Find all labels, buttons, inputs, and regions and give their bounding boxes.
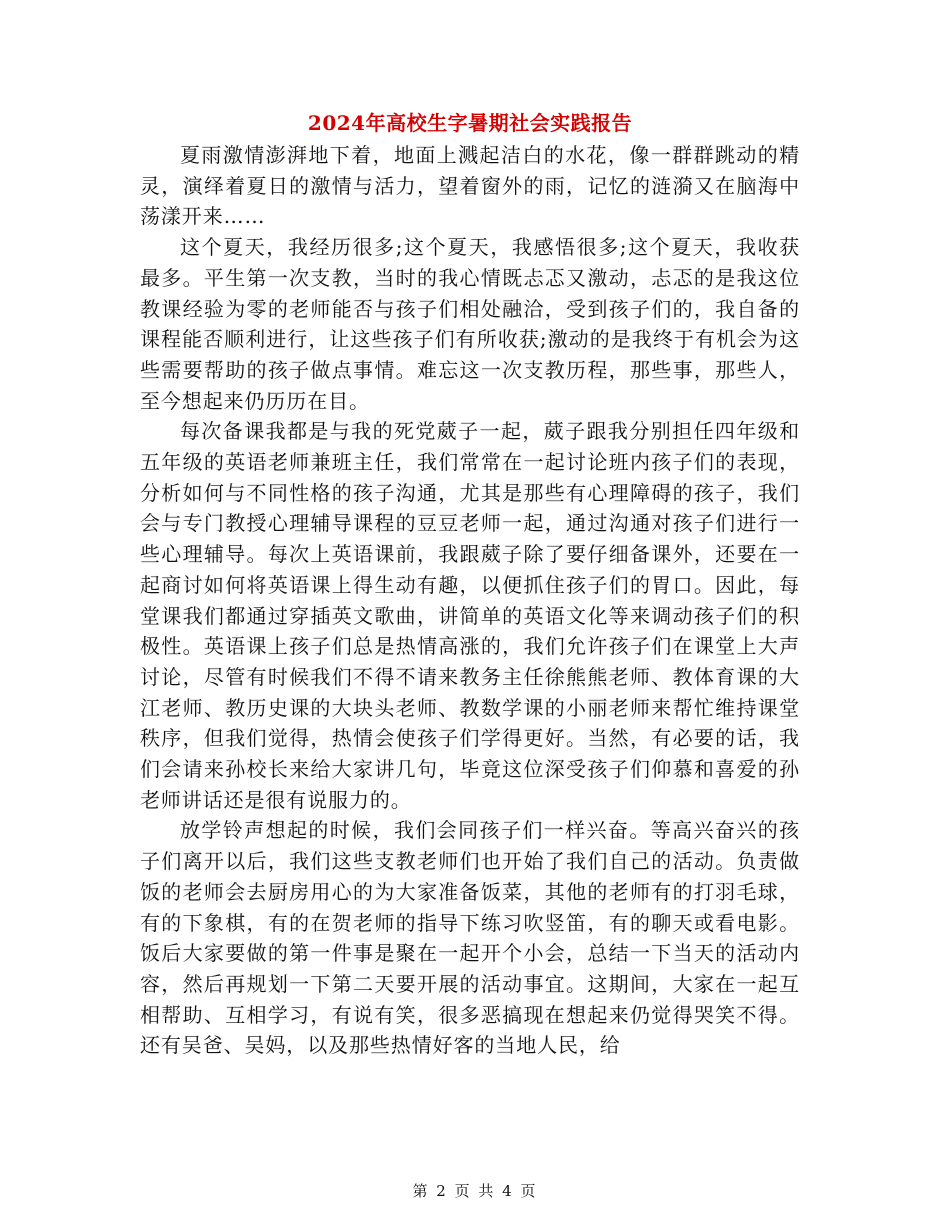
paragraph-1: 夏雨激情澎湃地下着，地面上溅起洁白的水花，像一群群跳动的精灵，演绎着夏日的激情与活力，望着窗外的雨，记忆的涟漪又在脑海中荡漾开来…… (140, 143, 800, 229)
document-page (140, 108, 800, 1061)
paragraph-3: 每次备课我都是与我的死党葳子一起，葳子跟我分别担任四年级和五年级的英语老师兼班主任，我们常常在一起讨论班内孩子们的表现，分析如何与不同性格的孩子沟通，尤其是那些有心理障碍的孩子，我们会与专门教授心理辅导课程的豆豆老师一起，通过沟通对孩子们进行一些心理辅导。每次上英语课前，我跟葳子除了要仔细备课外，还要在一起商讨如何将英语课上得生动有趣，以便抓住孩子们的胃口。因此，每堂课我们都通过穿插英文歌曲，讲简单的英语文化等来调动孩子们的积极性。英语课上孩子们总是热情高涨的，我们允许孩子们在课堂上大声讨论，尽管有时候我们不得不请来教务主任徐熊熊老师、教体育课的大江老师、教历史课的大块头老师、教数学课的小丽老师来帮忙维持课堂秩序，但我们觉得，热情会使孩子们学得更好。当然，有必要的话，我们会请来孙校长来给大家讲几句，毕竟这位深受孩子们仰慕和喜爱的孙老师讲话还是很有说服力的。 (140, 419, 800, 812)
document-title: 2024年高校生字暑期社会实践报告 (307, 111, 633, 135)
paragraph-2: 这个夏天，我经历很多;这个夏天，我感悟很多;这个夏天，我收获最多。平生第一次支教，当时的我心情既忐忑又激动，忐忑的是我这位教课经验为零的老师能否与孩子们相处融洽，受到孩子们的，我自备的课程能否顺利进行，让这些孩子们有所收获;激动的是我终于有机会为这些需要帮助的孩子做点事情。难忘这一次支教历程，那些事，那些人，至今想起来仍历历在目。 (140, 235, 800, 413)
paragraph-4: 放学铃声想起的时候，我们会同孩子们一样兴奋。等高兴奋兴的孩子们离开以后，我们这些支教老师们也开始了我们自己的活动。负责做饭的老师会去厨房用心的为大家准备饭菜，其他的老师有的打羽毛球，有的下象棋，有的在贺老师的指导下练习吹竖笛，有的聊天或看电影。饭后大家要做的第一件事是聚在一起开个小会，总结一下当天的活动内容，然后再规划一下第二天要开展的活动事宜。这期间，大家在一起互相帮助、互相学习，有说有笑，很多恶搞现在想起来仍觉得哭笑不得。还有吴爸、吴妈，以及那些热情好客的当地人民，给 (140, 818, 800, 1058)
page-number-footer: 第 2 页 共 4 页 (412, 1182, 538, 1200)
